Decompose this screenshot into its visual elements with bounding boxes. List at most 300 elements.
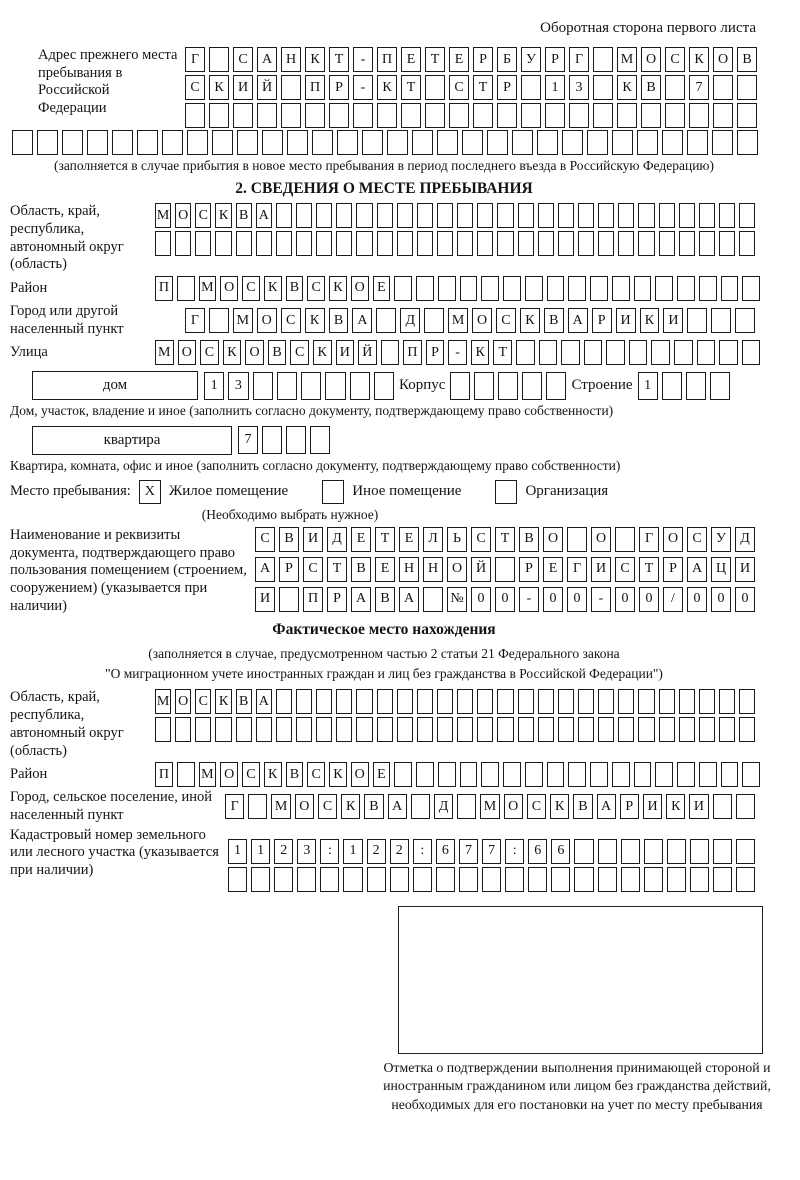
char-cell[interactable]: 2 bbox=[274, 839, 293, 864]
char-cell[interactable]: С bbox=[281, 308, 301, 333]
char-cell[interactable]: М bbox=[617, 47, 637, 72]
char-cell[interactable] bbox=[377, 231, 393, 256]
char-cell[interactable] bbox=[312, 130, 333, 155]
char-cell[interactable] bbox=[350, 372, 370, 400]
char-cell[interactable] bbox=[325, 372, 345, 400]
char-cell[interactable] bbox=[450, 372, 470, 400]
char-cell[interactable]: Е bbox=[543, 557, 563, 582]
char-cell[interactable]: И bbox=[336, 340, 355, 365]
char-cell[interactable]: О bbox=[175, 689, 191, 714]
char-cell[interactable]: О bbox=[504, 794, 523, 819]
char-cell[interactable] bbox=[356, 689, 372, 714]
char-cell[interactable] bbox=[177, 276, 195, 301]
char-cell[interactable] bbox=[578, 203, 594, 228]
char-cell[interactable]: Д bbox=[735, 527, 755, 552]
char-cell[interactable]: - bbox=[448, 340, 467, 365]
char-cell[interactable] bbox=[495, 557, 515, 582]
char-cell[interactable] bbox=[37, 130, 58, 155]
char-cell[interactable] bbox=[336, 231, 352, 256]
char-cell[interactable]: И bbox=[689, 794, 708, 819]
char-cell[interactable] bbox=[387, 130, 408, 155]
char-cell[interactable]: К bbox=[520, 308, 540, 333]
char-cell[interactable] bbox=[296, 231, 312, 256]
char-cell[interactable]: В bbox=[364, 794, 383, 819]
char-cell[interactable]: К bbox=[264, 762, 282, 787]
char-cell[interactable]: С bbox=[200, 340, 219, 365]
char-cell[interactable]: 6 bbox=[551, 839, 570, 864]
char-cell[interactable]: А bbox=[687, 557, 707, 582]
char-cell[interactable] bbox=[177, 762, 195, 787]
char-cell[interactable] bbox=[665, 103, 685, 128]
char-cell[interactable] bbox=[437, 130, 458, 155]
char-cell[interactable]: : bbox=[505, 839, 524, 864]
char-cell[interactable]: О bbox=[591, 527, 611, 552]
char-cell[interactable] bbox=[417, 689, 433, 714]
char-cell[interactable] bbox=[277, 372, 297, 400]
char-cell[interactable] bbox=[641, 103, 661, 128]
char-cell[interactable]: 0 bbox=[543, 587, 563, 612]
char-cell[interactable] bbox=[568, 762, 586, 787]
char-cell[interactable] bbox=[655, 762, 673, 787]
char-cell[interactable]: К bbox=[550, 794, 569, 819]
char-cell[interactable]: М bbox=[155, 203, 171, 228]
char-cell[interactable] bbox=[521, 75, 541, 100]
char-cell[interactable] bbox=[62, 130, 83, 155]
char-cell[interactable] bbox=[296, 203, 312, 228]
char-cell[interactable] bbox=[612, 130, 633, 155]
char-cell[interactable] bbox=[667, 839, 686, 864]
char-cell[interactable] bbox=[618, 689, 634, 714]
char-cell[interactable]: А bbox=[256, 689, 272, 714]
char-cell[interactable]: М bbox=[480, 794, 499, 819]
char-cell[interactable]: 0 bbox=[639, 587, 659, 612]
char-cell[interactable] bbox=[584, 340, 603, 365]
char-cell[interactable] bbox=[329, 103, 349, 128]
char-cell[interactable] bbox=[498, 372, 518, 400]
char-cell[interactable] bbox=[547, 276, 565, 301]
char-cell[interactable] bbox=[518, 231, 534, 256]
char-cell[interactable] bbox=[679, 231, 695, 256]
char-cell[interactable] bbox=[449, 103, 469, 128]
char-cell[interactable]: М bbox=[199, 276, 217, 301]
char-cell[interactable] bbox=[612, 276, 630, 301]
char-cell[interactable] bbox=[659, 231, 675, 256]
char-cell[interactable]: С bbox=[687, 527, 707, 552]
char-cell[interactable]: О bbox=[245, 340, 264, 365]
char-cell[interactable]: Л bbox=[423, 527, 443, 552]
char-cell[interactable] bbox=[687, 308, 707, 333]
char-cell[interactable]: - bbox=[353, 47, 373, 72]
char-cell[interactable] bbox=[521, 103, 541, 128]
char-cell[interactable] bbox=[436, 867, 455, 892]
checkbox-inoe[interactable] bbox=[322, 480, 344, 504]
char-cell[interactable] bbox=[497, 717, 513, 742]
char-cell[interactable] bbox=[356, 231, 372, 256]
char-cell[interactable] bbox=[353, 103, 373, 128]
char-cell[interactable]: Е bbox=[373, 276, 391, 301]
char-cell[interactable]: М bbox=[233, 308, 253, 333]
char-cell[interactable]: В bbox=[286, 276, 304, 301]
char-cell[interactable] bbox=[397, 717, 413, 742]
char-cell[interactable] bbox=[209, 47, 229, 72]
char-cell[interactable] bbox=[155, 717, 171, 742]
char-cell[interactable]: - bbox=[353, 75, 373, 100]
char-cell[interactable]: Т bbox=[425, 47, 445, 72]
char-cell[interactable]: А bbox=[399, 587, 419, 612]
char-cell[interactable]: Р bbox=[279, 557, 299, 582]
char-cell[interactable] bbox=[457, 794, 476, 819]
char-cell[interactable] bbox=[567, 527, 587, 552]
char-cell[interactable] bbox=[401, 103, 421, 128]
char-cell[interactable] bbox=[155, 231, 171, 256]
char-cell[interactable] bbox=[296, 717, 312, 742]
char-cell[interactable] bbox=[742, 276, 760, 301]
char-cell[interactable] bbox=[644, 839, 663, 864]
char-cell[interactable]: Т bbox=[639, 557, 659, 582]
char-cell[interactable] bbox=[699, 717, 715, 742]
char-cell[interactable] bbox=[477, 717, 493, 742]
char-cell[interactable] bbox=[310, 426, 330, 454]
char-cell[interactable]: С bbox=[527, 794, 546, 819]
char-cell[interactable]: 0 bbox=[687, 587, 707, 612]
char-cell[interactable]: И bbox=[233, 75, 253, 100]
char-cell[interactable] bbox=[587, 130, 608, 155]
char-cell[interactable]: В bbox=[351, 557, 371, 582]
char-cell[interactable] bbox=[711, 308, 731, 333]
char-cell[interactable] bbox=[477, 231, 493, 256]
char-cell[interactable]: А bbox=[352, 308, 372, 333]
char-cell[interactable] bbox=[417, 231, 433, 256]
char-cell[interactable]: В bbox=[544, 308, 564, 333]
char-cell[interactable]: П bbox=[403, 340, 422, 365]
char-cell[interactable] bbox=[474, 372, 494, 400]
char-cell[interactable] bbox=[209, 103, 229, 128]
char-cell[interactable] bbox=[598, 689, 614, 714]
char-cell[interactable]: 3 bbox=[228, 372, 248, 400]
char-cell[interactable]: Д bbox=[327, 527, 347, 552]
char-cell[interactable] bbox=[558, 717, 574, 742]
char-cell[interactable]: Д bbox=[400, 308, 420, 333]
char-cell[interactable] bbox=[460, 276, 478, 301]
char-cell[interactable] bbox=[438, 276, 456, 301]
char-cell[interactable] bbox=[617, 103, 637, 128]
char-cell[interactable]: К bbox=[223, 340, 242, 365]
char-cell[interactable] bbox=[545, 103, 565, 128]
char-cell[interactable] bbox=[655, 276, 673, 301]
char-cell[interactable] bbox=[316, 231, 332, 256]
char-cell[interactable]: А bbox=[256, 203, 272, 228]
char-cell[interactable] bbox=[437, 231, 453, 256]
char-cell[interactable]: 7 bbox=[238, 426, 258, 454]
char-cell[interactable] bbox=[356, 203, 372, 228]
char-cell[interactable]: И bbox=[255, 587, 275, 612]
char-cell[interactable] bbox=[438, 762, 456, 787]
char-cell[interactable] bbox=[689, 103, 709, 128]
char-cell[interactable] bbox=[651, 340, 670, 365]
char-cell[interactable] bbox=[162, 130, 183, 155]
char-cell[interactable]: / bbox=[663, 587, 683, 612]
char-cell[interactable] bbox=[538, 689, 554, 714]
char-cell[interactable] bbox=[503, 762, 521, 787]
char-cell[interactable]: № bbox=[447, 587, 467, 612]
char-cell[interactable]: 1 bbox=[251, 839, 270, 864]
char-cell[interactable]: 1 bbox=[228, 839, 247, 864]
char-cell[interactable] bbox=[737, 130, 758, 155]
char-cell[interactable] bbox=[212, 130, 233, 155]
char-cell[interactable] bbox=[699, 762, 717, 787]
char-cell[interactable]: Р bbox=[473, 47, 493, 72]
char-cell[interactable]: Н bbox=[281, 47, 301, 72]
char-cell[interactable]: 2 bbox=[367, 839, 386, 864]
char-cell[interactable] bbox=[425, 103, 445, 128]
char-cell[interactable]: Г bbox=[225, 794, 244, 819]
char-cell[interactable]: 0 bbox=[471, 587, 491, 612]
char-cell[interactable]: В bbox=[236, 689, 252, 714]
char-cell[interactable]: Н bbox=[423, 557, 443, 582]
char-cell[interactable] bbox=[518, 689, 534, 714]
checkbox-zhiloe[interactable]: X bbox=[139, 480, 161, 504]
char-cell[interactable] bbox=[276, 689, 292, 714]
char-cell[interactable] bbox=[562, 130, 583, 155]
char-cell[interactable] bbox=[397, 689, 413, 714]
char-cell[interactable]: Г bbox=[639, 527, 659, 552]
char-cell[interactable] bbox=[87, 130, 108, 155]
char-cell[interactable] bbox=[629, 340, 648, 365]
char-cell[interactable]: Т bbox=[495, 527, 515, 552]
char-cell[interactable]: В bbox=[268, 340, 287, 365]
char-cell[interactable]: К bbox=[215, 203, 231, 228]
char-cell[interactable] bbox=[667, 867, 686, 892]
char-cell[interactable]: О bbox=[178, 340, 197, 365]
char-cell[interactable]: О bbox=[175, 203, 191, 228]
char-cell[interactable]: К bbox=[313, 340, 332, 365]
char-cell[interactable]: И bbox=[591, 557, 611, 582]
char-cell[interactable] bbox=[459, 867, 478, 892]
char-cell[interactable]: К bbox=[689, 47, 709, 72]
char-cell[interactable] bbox=[457, 689, 473, 714]
char-cell[interactable] bbox=[301, 372, 321, 400]
char-cell[interactable] bbox=[719, 717, 735, 742]
char-cell[interactable]: В bbox=[641, 75, 661, 100]
char-cell[interactable]: С bbox=[255, 527, 275, 552]
char-cell[interactable] bbox=[593, 75, 613, 100]
char-cell[interactable]: Р bbox=[545, 47, 565, 72]
char-cell[interactable]: В bbox=[329, 308, 349, 333]
char-cell[interactable]: С bbox=[290, 340, 309, 365]
char-cell[interactable] bbox=[437, 689, 453, 714]
char-cell[interactable] bbox=[424, 308, 444, 333]
char-cell[interactable] bbox=[457, 717, 473, 742]
char-cell[interactable] bbox=[618, 717, 634, 742]
char-cell[interactable] bbox=[679, 689, 695, 714]
char-cell[interactable]: : bbox=[320, 839, 339, 864]
char-cell[interactable] bbox=[175, 717, 191, 742]
char-cell[interactable]: О bbox=[351, 762, 369, 787]
char-cell[interactable] bbox=[518, 203, 534, 228]
char-cell[interactable] bbox=[253, 372, 273, 400]
char-cell[interactable] bbox=[598, 203, 614, 228]
char-cell[interactable] bbox=[634, 276, 652, 301]
char-cell[interactable]: О bbox=[641, 47, 661, 72]
char-cell[interactable] bbox=[497, 689, 513, 714]
char-cell[interactable]: И bbox=[643, 794, 662, 819]
char-cell[interactable] bbox=[316, 203, 332, 228]
char-cell[interactable] bbox=[477, 203, 493, 228]
char-cell[interactable] bbox=[739, 689, 755, 714]
char-cell[interactable] bbox=[739, 203, 755, 228]
char-cell[interactable] bbox=[713, 103, 733, 128]
char-cell[interactable] bbox=[713, 839, 732, 864]
char-cell[interactable] bbox=[659, 203, 675, 228]
char-cell[interactable] bbox=[286, 426, 306, 454]
char-cell[interactable]: 0 bbox=[567, 587, 587, 612]
char-cell[interactable] bbox=[699, 276, 717, 301]
char-cell[interactable] bbox=[713, 867, 732, 892]
char-cell[interactable] bbox=[516, 340, 535, 365]
char-cell[interactable] bbox=[287, 130, 308, 155]
char-cell[interactable]: Р bbox=[497, 75, 517, 100]
char-cell[interactable]: Й bbox=[471, 557, 491, 582]
char-cell[interactable] bbox=[735, 308, 755, 333]
char-cell[interactable]: Ц bbox=[711, 557, 731, 582]
char-cell[interactable] bbox=[237, 130, 258, 155]
char-cell[interactable] bbox=[697, 340, 716, 365]
char-cell[interactable]: М bbox=[155, 340, 174, 365]
char-cell[interactable] bbox=[598, 839, 617, 864]
char-cell[interactable]: В bbox=[375, 587, 395, 612]
char-cell[interactable]: 1 bbox=[343, 839, 362, 864]
char-cell[interactable] bbox=[187, 130, 208, 155]
char-cell[interactable] bbox=[276, 203, 292, 228]
char-cell[interactable] bbox=[374, 372, 394, 400]
char-cell[interactable]: М bbox=[155, 689, 171, 714]
char-cell[interactable]: О bbox=[220, 276, 238, 301]
char-cell[interactable] bbox=[397, 231, 413, 256]
char-cell[interactable] bbox=[634, 762, 652, 787]
char-cell[interactable] bbox=[618, 203, 634, 228]
char-cell[interactable] bbox=[719, 340, 738, 365]
char-cell[interactable] bbox=[721, 276, 739, 301]
char-cell[interactable]: К bbox=[305, 308, 325, 333]
char-cell[interactable]: К bbox=[329, 276, 347, 301]
char-cell[interactable] bbox=[175, 231, 191, 256]
char-cell[interactable] bbox=[437, 203, 453, 228]
char-cell[interactable]: С bbox=[195, 203, 211, 228]
char-cell[interactable] bbox=[739, 231, 755, 256]
char-cell[interactable]: В bbox=[279, 527, 299, 552]
char-cell[interactable]: И bbox=[303, 527, 323, 552]
char-cell[interactable] bbox=[638, 689, 654, 714]
char-cell[interactable] bbox=[721, 762, 739, 787]
char-cell[interactable]: А bbox=[255, 557, 275, 582]
char-cell[interactable]: К bbox=[666, 794, 685, 819]
char-cell[interactable] bbox=[558, 231, 574, 256]
char-cell[interactable] bbox=[112, 130, 133, 155]
char-cell[interactable] bbox=[377, 717, 393, 742]
char-cell[interactable] bbox=[713, 75, 733, 100]
char-cell[interactable] bbox=[551, 867, 570, 892]
char-cell[interactable]: Т bbox=[329, 47, 349, 72]
char-cell[interactable] bbox=[137, 130, 158, 155]
char-cell[interactable]: К bbox=[640, 308, 660, 333]
char-cell[interactable] bbox=[423, 587, 443, 612]
char-cell[interactable] bbox=[710, 372, 730, 400]
char-cell[interactable] bbox=[522, 372, 542, 400]
char-cell[interactable]: П bbox=[377, 47, 397, 72]
char-cell[interactable] bbox=[677, 762, 695, 787]
char-cell[interactable] bbox=[397, 203, 413, 228]
char-cell[interactable]: Е bbox=[401, 47, 421, 72]
char-cell[interactable]: А bbox=[388, 794, 407, 819]
char-cell[interactable] bbox=[262, 130, 283, 155]
char-cell[interactable]: Р bbox=[592, 308, 612, 333]
char-cell[interactable] bbox=[593, 47, 613, 72]
char-cell[interactable]: Е bbox=[373, 762, 391, 787]
char-cell[interactable] bbox=[376, 308, 396, 333]
char-cell[interactable] bbox=[236, 717, 252, 742]
char-cell[interactable] bbox=[578, 717, 594, 742]
char-cell[interactable] bbox=[699, 231, 715, 256]
char-cell[interactable]: 6 bbox=[528, 839, 547, 864]
char-cell[interactable]: С bbox=[665, 47, 685, 72]
char-cell[interactable] bbox=[574, 839, 593, 864]
char-cell[interactable]: Р bbox=[519, 557, 539, 582]
char-cell[interactable] bbox=[505, 867, 524, 892]
char-cell[interactable] bbox=[316, 689, 332, 714]
char-cell[interactable] bbox=[739, 717, 755, 742]
char-cell[interactable]: 2 bbox=[390, 839, 409, 864]
char-cell[interactable] bbox=[719, 231, 735, 256]
char-cell[interactable] bbox=[195, 231, 211, 256]
checkbox-organizatsiya[interactable] bbox=[495, 480, 517, 504]
char-cell[interactable] bbox=[662, 130, 683, 155]
char-cell[interactable] bbox=[538, 231, 554, 256]
char-cell[interactable]: 0 bbox=[495, 587, 515, 612]
char-cell[interactable]: К bbox=[471, 340, 490, 365]
char-cell[interactable] bbox=[737, 75, 757, 100]
char-cell[interactable] bbox=[537, 130, 558, 155]
char-cell[interactable] bbox=[512, 130, 533, 155]
char-cell[interactable] bbox=[558, 689, 574, 714]
char-cell[interactable] bbox=[736, 867, 755, 892]
char-cell[interactable]: В bbox=[737, 47, 757, 72]
char-cell[interactable]: К bbox=[329, 762, 347, 787]
char-cell[interactable]: С bbox=[307, 762, 325, 787]
char-cell[interactable] bbox=[699, 203, 715, 228]
char-cell[interactable]: С bbox=[233, 47, 253, 72]
char-cell[interactable] bbox=[538, 203, 554, 228]
char-cell[interactable]: Ь bbox=[447, 527, 467, 552]
char-cell[interactable] bbox=[578, 231, 594, 256]
char-cell[interactable]: В bbox=[236, 203, 252, 228]
char-cell[interactable] bbox=[257, 103, 277, 128]
char-cell[interactable] bbox=[712, 130, 733, 155]
char-cell[interactable]: Е bbox=[399, 527, 419, 552]
char-cell[interactable] bbox=[525, 762, 543, 787]
char-cell[interactable] bbox=[279, 587, 299, 612]
char-cell[interactable]: Н bbox=[399, 557, 419, 582]
char-cell[interactable]: К bbox=[305, 47, 325, 72]
char-cell[interactable]: Д bbox=[434, 794, 453, 819]
char-cell[interactable] bbox=[209, 308, 229, 333]
char-cell[interactable]: 7 bbox=[482, 839, 501, 864]
char-cell[interactable] bbox=[518, 717, 534, 742]
char-cell[interactable] bbox=[473, 103, 493, 128]
char-cell[interactable] bbox=[320, 867, 339, 892]
char-cell[interactable]: С bbox=[303, 557, 323, 582]
char-cell[interactable]: П bbox=[155, 762, 173, 787]
char-cell[interactable] bbox=[638, 717, 654, 742]
